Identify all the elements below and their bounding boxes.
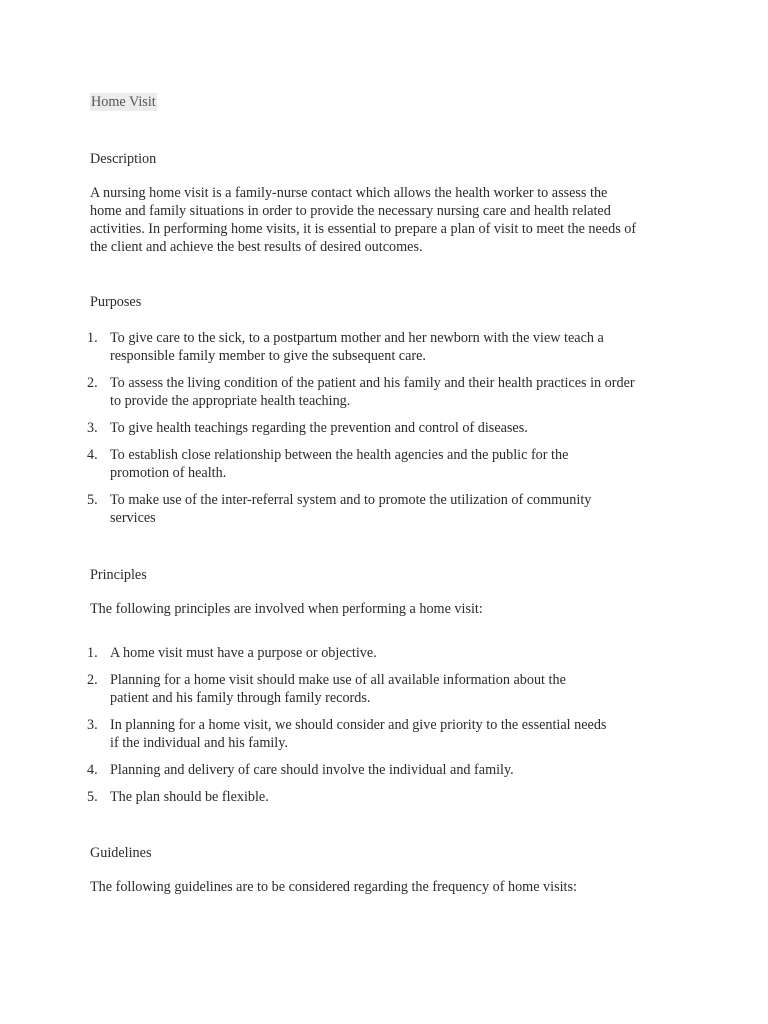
list-item (87, 644, 680, 662)
list-number: 4. (87, 447, 98, 463)
description-line: activities. In performing home visits, it is essential to prepare a plan of visit to meet the needs of (90, 221, 637, 237)
list-item-line: Planning and delivery of care should involve the individual and family. (110, 762, 514, 778)
list-item-line: To give health teachings regarding the prevention and control of diseases. (110, 420, 528, 436)
list-item-line: Planning for a home visit should make use of all available information about the (110, 672, 566, 688)
guidelines-intro: The following guidelines are to be considered regarding the frequency of home visits: (90, 879, 577, 895)
list-number: 3. (87, 420, 98, 436)
description-line: home and family situations in order to provide the necessary nursing care and health related (90, 203, 611, 219)
principles-heading: Principles (90, 567, 147, 583)
list-item-line: To assess the living condition of the patient and his family and their health practices in order (110, 375, 635, 391)
document-title: Home Visit (91, 94, 156, 110)
list-number: 2. (87, 672, 98, 688)
purposes-list (87, 329, 680, 527)
principles-list (87, 644, 680, 806)
list-item-line: promotion of health. (110, 465, 227, 481)
guidelines-heading: Guidelines (90, 845, 152, 861)
description-line: A nursing home visit is a family-nurse contact which allows the health worker to assess the (90, 185, 608, 201)
description-heading: Description (90, 151, 157, 167)
list-item-line: A home visit must have a purpose or objective. (110, 645, 377, 661)
list-number: 1. (87, 645, 98, 661)
list-item-line: to provide the appropriate health teaching. (110, 393, 351, 409)
description-line: the client and achieve the best results of desired outcomes. (90, 239, 423, 255)
list-item-line: The plan should be flexible. (110, 789, 269, 805)
list-item-line: To establish close relationship between the health agencies and the public for the (110, 447, 569, 463)
list-number: 3. (87, 717, 98, 733)
list-item (87, 716, 680, 752)
list-number: 1. (87, 330, 98, 346)
list-item-line: services (110, 510, 156, 526)
list-item (87, 788, 680, 806)
list-item (87, 671, 680, 707)
list-item-line: if the individual and his family. (110, 735, 288, 751)
purposes-heading: Purposes (90, 294, 142, 310)
list-item (87, 374, 680, 410)
list-number: 5. (87, 492, 98, 508)
list-item (87, 329, 680, 365)
principles-intro: The following principles are involved when performing a home visit: (90, 601, 483, 617)
list-item (87, 419, 680, 437)
list-number: 2. (87, 375, 98, 391)
list-item (87, 761, 680, 779)
list-item (87, 491, 680, 527)
list-item-line: To give care to the sick, to a postpartum mother and her newborn with the view teach a (110, 330, 604, 346)
list-item-line: responsible family member to give the subsequent care. (110, 348, 426, 364)
list-item-line: In planning for a home visit, we should consider and give priority to the essential needs (110, 717, 607, 733)
list-number: 5. (87, 789, 98, 805)
list-item (87, 446, 680, 482)
description-paragraph (90, 184, 676, 256)
list-item-line: patient and his family through family records. (110, 690, 371, 706)
list-number: 4. (87, 762, 98, 778)
list-item-line: To make use of the inter-referral system and to promote the utilization of community (110, 492, 592, 508)
